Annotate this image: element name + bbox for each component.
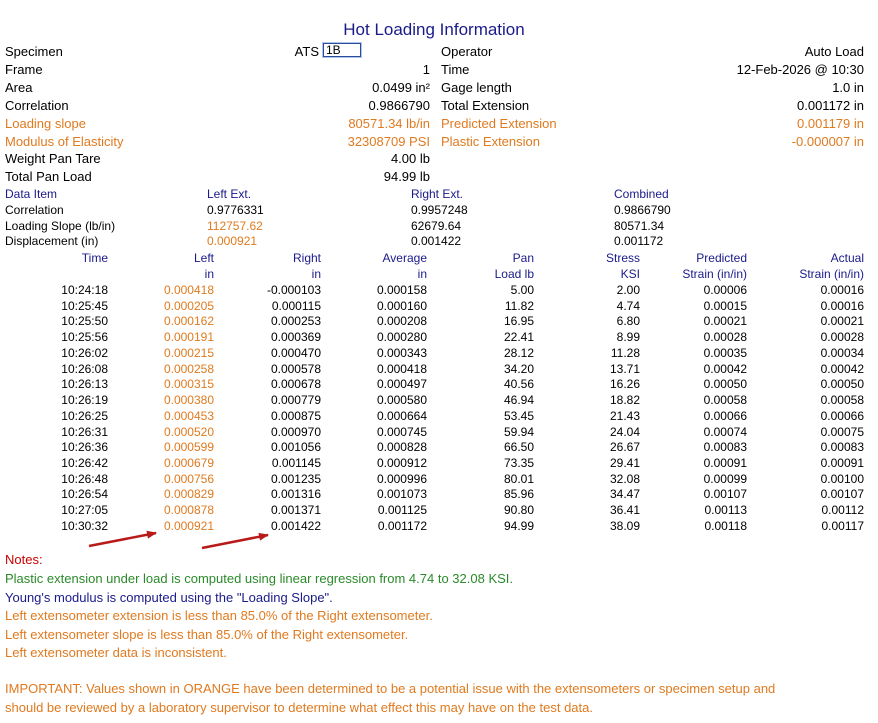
cell-pan-load: 5.00 [510,283,534,297]
cell-predicted-strain: 0.00083 [703,440,747,455]
data-item-combined-value: 0.001172 [614,234,664,249]
cell-left: 0.000520 [163,424,214,439]
cell-time: 10:26:42 [61,456,108,471]
cell-actual-strain: 0.00016 [820,283,864,297]
cell-time: 10:26:25 [61,408,108,423]
cell-average: 0.001125 [377,503,427,518]
cell-average: 0.001073 [376,487,427,502]
cell-pan-load: 94.99 [503,518,534,533]
cell-predicted-strain: 0.00118 [704,518,747,533]
cell-stress: 36.41 [609,503,640,518]
cell-pan-load: 16.95 [503,314,534,329]
cell-right: 0.000369 [270,330,321,345]
cell-left: 0.000258 [163,361,214,376]
cell-pan-load: 90.80 [503,503,534,518]
cell-left: 0.000921 [163,518,214,533]
data-item-header: Left Ext. [207,187,252,201]
cell-predicted-strain: 0.00050 [703,377,747,392]
cell-average: 0.000158 [376,283,427,297]
cell-pan-load: 53.45 [503,408,534,423]
cell-left: 0.000162 [163,314,214,329]
cell-predicted-strain: 0.00074 [703,424,747,439]
cell-left: 0.000679 [163,456,214,471]
cell-pan-load: 46.94 [503,393,534,408]
cell-average: 0.000828 [376,440,427,455]
column-header-actual-strain: Actual [830,251,864,265]
data-item-header: Combined [614,187,669,201]
cell-average: 0.000497 [376,377,427,392]
cell-left: 0.000878 [163,503,214,518]
cell-actual-strain: 0.00075 [820,424,864,439]
cell-left: 0.000215 [163,345,214,360]
data-item-header: Data Item [5,187,58,201]
column-header-predicted-strain: Predicted [696,251,747,265]
data-item-label: Displacement (in) [5,234,99,249]
data-item-right-value: 0.9957248 [411,203,468,217]
column-unit-predicted-strain: Strain (in/in) [682,267,747,281]
cell-left: 0.000756 [163,471,214,486]
cell-right: 0.000470 [270,345,321,360]
cell-pan-load: 22.41 [503,330,534,345]
column-header-average: Average [382,251,427,265]
summary-label: Modulus of Elasticity [5,133,124,149]
data-item-label: Correlation [5,203,64,217]
cell-predicted-strain: 0.00091 [703,456,747,471]
column-unit-right: in [311,267,321,281]
note-item: Left extensometer data is inconsistent. [5,645,227,661]
column-header-stress: Stress [605,251,640,265]
cell-predicted-strain: 0.00028 [703,330,747,345]
data-item-right-value: 62679.64 [411,218,462,233]
cell-predicted-strain: 0.00099 [703,471,747,486]
cell-right: 0.001235 [270,471,321,486]
cell-actual-strain: 0.00091 [820,456,864,471]
summary-value: 0.001172 in [797,97,864,113]
cell-left: 0.000191 [163,330,214,345]
cell-pan-load: 66.50 [503,440,534,455]
cell-right: 0.001056 [270,440,321,455]
cell-left: 0.000205 [163,298,214,313]
cell-stress: 24.04 [609,424,640,439]
cell-pan-load: 80.01 [503,471,534,486]
cell-left: 0.000315 [163,377,214,392]
cell-stress: 8.99 [616,330,640,345]
summary-label: Frame [5,61,43,77]
summary-label: Total Pan Load [5,169,92,185]
cell-pan-load: 28.12 [503,345,534,360]
cell-time: 10:26:54 [61,487,108,502]
important-note: should be reviewed by a laboratory supervisor to determine what effect this may have on the test data. [5,700,593,715]
page-title: Hot Loading Information [343,20,525,39]
column-unit-left: in [204,267,214,281]
cell-stress: 2.00 [616,283,640,297]
summary-value: 94.99 lb [383,169,430,185]
column-unit-stress: KSI [620,267,640,281]
cell-pan-load: 73.35 [503,456,534,471]
cell-actual-strain: 0.00058 [820,393,864,408]
cell-time: 10:26:02 [61,345,108,360]
cell-time: 10:26:13 [61,377,108,392]
cell-stress: 6.80 [616,314,640,329]
cell-stress: 26.67 [609,440,640,455]
data-item-left-value: 0.9776331 [207,203,264,217]
cell-actual-strain: 0.00083 [820,440,864,455]
cell-predicted-strain: 0.00107 [703,487,747,502]
cell-actual-strain: 0.00112 [821,503,864,518]
cell-time: 10:26:19 [61,393,108,408]
cell-right: 0.000779 [270,393,321,408]
cell-right: 0.000253 [270,314,321,329]
summary-label: Operator [441,44,493,59]
cell-predicted-strain: 0.00006 [703,283,747,297]
summary-value: 1.0 in [832,79,864,95]
cell-right: 0.001316 [270,487,321,502]
cell-average: 0.000418 [376,361,427,376]
cell-average: 0.000912 [376,456,427,471]
cell-pan-load: 85.96 [503,487,534,502]
cell-actual-strain: 0.00107 [820,487,864,502]
cell-stress: 16.26 [609,377,640,392]
cell-average: 0.000160 [376,298,427,313]
cell-predicted-strain: 0.00058 [703,393,747,408]
cell-predicted-strain: 0.00042 [703,361,747,376]
cell-left: 0.000829 [163,487,214,502]
notes-heading: Notes: [5,552,43,567]
cell-left: 0.000418 [163,283,214,297]
cell-right: 0.000970 [270,424,321,439]
cell-stress: 32.08 [609,471,640,486]
cell-pan-load: 40.56 [503,377,534,392]
column-unit-pan-load: Load lb [494,267,534,281]
summary-value: ATS [294,44,319,59]
cell-actual-strain: 0.00100 [820,471,864,486]
note-item: Left extensometer slope is less than 85.0% of the Right extensometer. [5,626,409,642]
cell-time: 10:26:36 [61,440,108,455]
column-header-right: Right [292,251,321,265]
cell-time: 10:26:31 [61,424,108,439]
data-item-left-value: 0.000921 [207,234,258,249]
cell-stress: 11.28 [610,345,640,360]
summary-value: Auto Load [804,44,864,59]
cell-actual-strain: 0.00016 [820,298,864,313]
summary-value: 12-Feb-2026 @ 10:30 [736,61,864,77]
cell-stress: 34.47 [609,487,640,502]
cell-stress: 4.74 [616,298,640,313]
cell-left: 0.000599 [163,440,214,455]
cell-right: 0.000678 [270,377,321,392]
cell-time: 10:30:32 [61,518,108,533]
data-item-right-value: 0.001422 [411,234,462,249]
cell-time: 10:25:50 [61,314,108,329]
column-header-time: Time [81,251,108,265]
summary-label: Gage length [441,79,512,95]
specimen-id-input[interactable] [323,43,361,57]
cell-average: 0.000208 [376,314,427,329]
data-item-combined-value: 80571.34 [614,218,665,233]
arrow-to-right-value [202,535,268,548]
cell-average: 0.000280 [376,330,427,345]
cell-average: 0.000343 [376,345,427,360]
cell-stress: 21.43 [609,408,640,423]
column-header-pan-load: Pan [512,251,534,265]
cell-predicted-strain: 0.00066 [703,408,747,423]
summary-value: 80571.34 lb/in [348,115,430,131]
cell-stress: 13.71 [609,361,640,376]
data-item-header: Right Ext. [411,187,464,201]
important-note: IMPORTANT: Values shown in ORANGE have been determined to be a potential issue with the extensometers or specimen setup and [5,681,776,696]
note-item: Left extensometer extension is less than 85.0% of the Right extensometer. [5,608,433,624]
cell-average: 0.001172 [377,518,427,533]
cell-predicted-strain: 0.00113 [704,503,747,518]
cell-actual-strain: 0.00050 [820,377,864,392]
data-item-label: Loading Slope (lb/in) [5,218,116,233]
cell-average: 0.000996 [376,471,427,486]
summary-label: Plastic Extension [441,133,540,149]
cell-time: 10:25:56 [61,330,108,345]
cell-actual-strain: 0.00021 [820,314,864,329]
arrow-to-left-value [89,533,156,546]
note-item: Young's modulus is computed using the "Loading Slope". [5,589,333,605]
cell-time: 10:26:48 [61,471,108,486]
cell-time: 10:26:08 [61,361,108,376]
summary-value: 32308709 PSI [347,133,430,149]
cell-pan-load: 59.94 [503,424,534,439]
column-unit-actual-strain: Strain (in/in) [799,267,864,281]
cell-stress: 29.41 [609,456,640,471]
cell-actual-strain: 0.00042 [820,361,864,376]
cell-stress: 38.09 [609,518,640,533]
summary-value: 0.0499 in² [372,79,430,95]
cell-time: 10:25:45 [61,298,108,313]
cell-predicted-strain: 0.00021 [703,314,747,329]
summary-label: Weight Pan Tare [5,151,101,167]
cell-actual-strain: 0.00028 [820,330,864,345]
data-item-combined-value: 0.9866790 [614,203,671,217]
cell-actual-strain: 0.00066 [820,408,864,423]
summary-value: -0.000007 in [791,133,864,149]
summary-value: 1 [422,61,430,77]
summary-value: 0.9866790 [368,97,430,113]
cell-right: -0.000103 [266,283,321,297]
column-unit-average: in [417,267,427,281]
cell-time: 10:24:18 [61,283,108,297]
summary-value: 4.00 lb [390,151,430,167]
cell-average: 0.000664 [376,408,427,423]
cell-actual-strain: 0.00034 [820,345,864,360]
cell-right: 0.001422 [270,518,321,533]
cell-right: 0.000875 [270,408,321,423]
summary-label: Predicted Extension [441,115,557,131]
cell-left: 0.000380 [163,393,214,408]
cell-right: 0.000578 [270,361,321,376]
summary-label: Correlation [5,97,69,113]
cell-left: 0.000453 [163,408,214,423]
cell-predicted-strain: 0.00015 [703,298,747,313]
summary-value: 0.001179 in [797,115,864,131]
cell-average: 0.000580 [376,393,427,408]
cell-actual-strain: 0.00117 [821,518,864,533]
summary-label: Time [441,61,470,77]
note-item: Plastic extension under load is computed using linear regression from 4.74 to 32.08 KSI. [5,571,514,586]
data-item-left-value: 112757.62 [207,218,263,233]
cell-average: 0.000745 [376,424,427,439]
cell-right: 0.000115 [271,298,321,313]
summary-label: Loading slope [5,115,86,131]
cell-pan-load: 11.82 [504,298,534,313]
cell-time: 10:27:05 [61,503,108,518]
cell-right: 0.001371 [270,503,321,518]
summary-label: Total Extension [441,97,530,113]
cell-stress: 18.82 [609,393,640,408]
summary-label: Area [5,79,33,95]
cell-right: 0.001145 [271,456,321,471]
column-header-left: Left [193,251,214,265]
cell-pan-load: 34.20 [503,361,534,376]
cell-predicted-strain: 0.00035 [703,345,747,360]
summary-label: Specimen [5,44,63,59]
